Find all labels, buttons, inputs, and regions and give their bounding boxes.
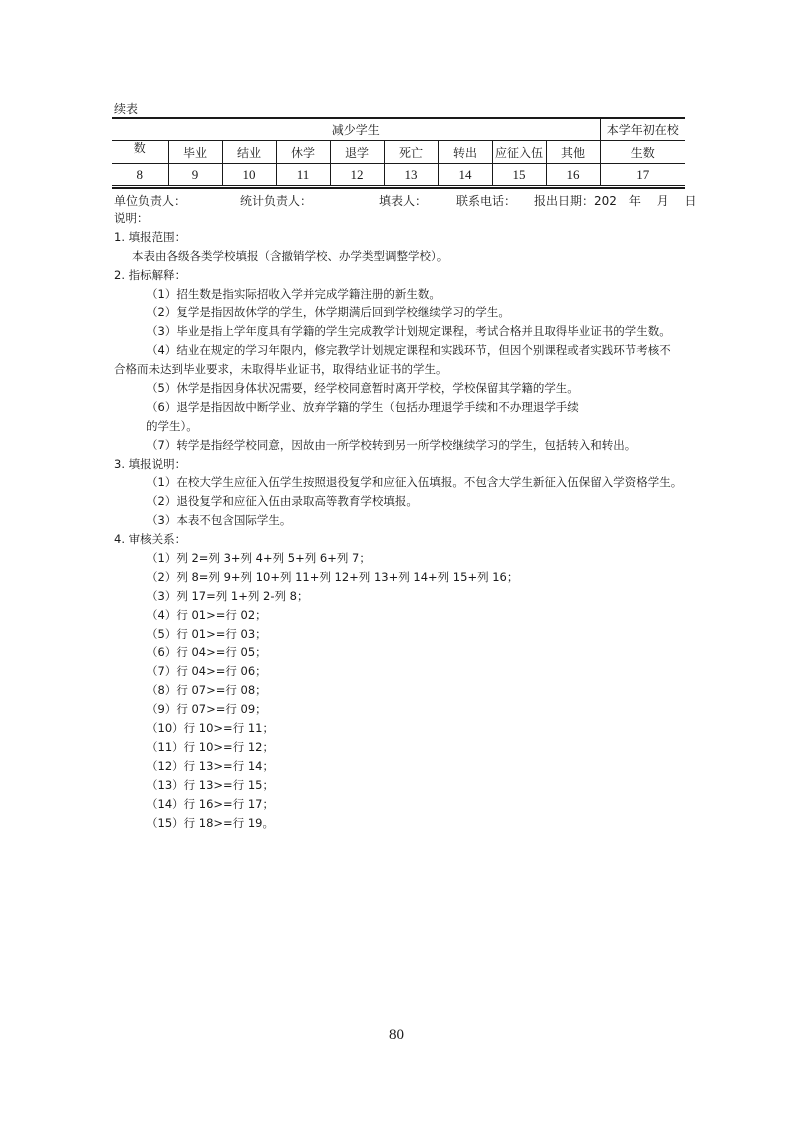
audit-rule: （9）行 07>=行 09； xyxy=(146,702,267,717)
notes-section xyxy=(114,209,694,832)
section-2-line: （7）转学是指经学校同意，因故由一所学校转到另一所学校继续学习的学生，包括转入和转出。 xyxy=(146,437,637,452)
section-3-line: （1）在校大学生应征入伍学生按照退役复学和应征入伍填报。不包含大学生新征入伍保留入学资格学生。 xyxy=(146,475,683,490)
column-number: 12 xyxy=(330,164,384,186)
stat-head-label: 统计负责人： xyxy=(240,194,313,208)
header-transferred-out: 转出 xyxy=(438,141,492,164)
audit-rule: （1）列 2=列 3+列 4+列 5+列 6+列 7； xyxy=(146,551,371,566)
section-2-title: 2. 指标解释： xyxy=(114,267,187,282)
table-column-number-row xyxy=(112,164,685,186)
section-2-line: （4）结业在规定的学习年限内，修完教学计划规定课程和实践环节，但因个别课程或者实践环节考核不 xyxy=(146,343,671,358)
audit-rule: （2）列 8=列 9+列 10+列 11+列 12+列 13+列 14+列 15+列 16； xyxy=(146,569,519,584)
column-number: 14 xyxy=(438,164,492,186)
section-1-title: 1. 填报范围： xyxy=(114,229,187,244)
section-2-line: （6）退学是指因故中断学业、放弃学籍的学生（包括办理退学手续和不办理退学手续 xyxy=(146,399,579,414)
header-enlisted: 应征入伍 xyxy=(492,141,546,164)
unit-head-label: 单位负责人： xyxy=(114,194,187,208)
section-4-title: 4. 审核关系： xyxy=(114,532,187,547)
report-date-label: 报出日期：202 年 月 日 xyxy=(534,194,697,208)
continued-table-label: 续表 xyxy=(114,102,139,116)
audit-rule: （11）行 10>=行 12； xyxy=(146,739,274,754)
header-start-enrolled-line2: 生数 xyxy=(600,141,685,164)
audit-rule: （10）行 10>=行 11； xyxy=(146,721,274,736)
header-count: 数 xyxy=(112,136,168,159)
audit-rule: （5）行 01>=行 03； xyxy=(146,626,267,641)
audit-rule: （3）列 17=列 1+列 2-列 8； xyxy=(146,588,309,603)
header-deceased: 死亡 xyxy=(384,141,438,164)
section-1-line: 本表由各级各类学校填报（含撤销学校、办学类型调整学校）。 xyxy=(132,248,449,263)
audit-rule: （14）行 16>=行 17； xyxy=(146,796,274,811)
audit-rule: （13）行 13>=行 15； xyxy=(146,777,274,792)
column-number: 16 xyxy=(546,164,600,186)
header-other: 其他 xyxy=(546,141,600,164)
header-completed: 结业 xyxy=(222,141,276,164)
header-withdrawn: 退学 xyxy=(330,141,384,164)
audit-rule: （15）行 18>=行 19。 xyxy=(146,815,274,830)
phone-label: 联系电话： xyxy=(456,194,517,208)
page-number: 80 xyxy=(389,1027,404,1043)
group-header-reduced-students: 减少学生 xyxy=(112,118,600,141)
section-3-title: 3. 填报说明： xyxy=(114,456,187,471)
column-number: 9 xyxy=(168,164,222,186)
section-3-line: （2）退役复学和应征入伍由录取高等教育学校填报。 xyxy=(146,494,418,509)
section-2-line: （3）毕业是指上学年度具有学籍的学生完成教学计划规定课程，考试合格并且取得毕业证书的学生数。 xyxy=(146,324,671,339)
table-bottom-rule xyxy=(112,187,685,189)
header-suspended: 休学 xyxy=(276,141,330,164)
table-header-row-1 xyxy=(112,118,685,141)
header-graduated: 毕业 xyxy=(168,141,222,164)
audit-rule: （8）行 07>=行 08； xyxy=(146,683,267,698)
section-2-line: 合格而未达到毕业要求，未取得毕业证书，取得结业证书的学生。 xyxy=(114,362,448,377)
column-number: 13 xyxy=(384,164,438,186)
notes-title: 说明： xyxy=(114,211,149,225)
column-number: 8 xyxy=(112,164,168,186)
column-number: 11 xyxy=(276,164,330,186)
audit-rule: （6）行 04>=行 05； xyxy=(146,645,267,660)
section-2-line: （5）休学是指因身体状况需要，经学校同意暂时离开学校，学校保留其学籍的学生。 xyxy=(146,381,579,396)
audit-rule: （12）行 13>=行 14； xyxy=(146,758,274,773)
section-2-line: 的学生）。 xyxy=(146,418,198,433)
column-number: 17 xyxy=(600,164,685,186)
statistics-table xyxy=(112,118,685,186)
section-3-line: （3）本表不包含国际学生。 xyxy=(146,513,292,528)
header-start-enrolled-line1: 本学年初在校 xyxy=(600,118,685,141)
audit-rule: （7）行 04>=行 06； xyxy=(146,664,267,679)
audit-rule: （4）行 01>=行 02； xyxy=(146,607,267,622)
filler-label: 填表人： xyxy=(379,194,428,208)
section-2-line: （2）复学是指因故休学的学生，休学期满后回到学校继续学习的学生。 xyxy=(146,305,510,320)
section-2-line: （1）招生数是指实际招收入学并完成学籍注册的新生数。 xyxy=(146,286,441,301)
column-number: 10 xyxy=(222,164,276,186)
column-number: 15 xyxy=(492,164,546,186)
table-header-row-2 xyxy=(112,141,685,164)
